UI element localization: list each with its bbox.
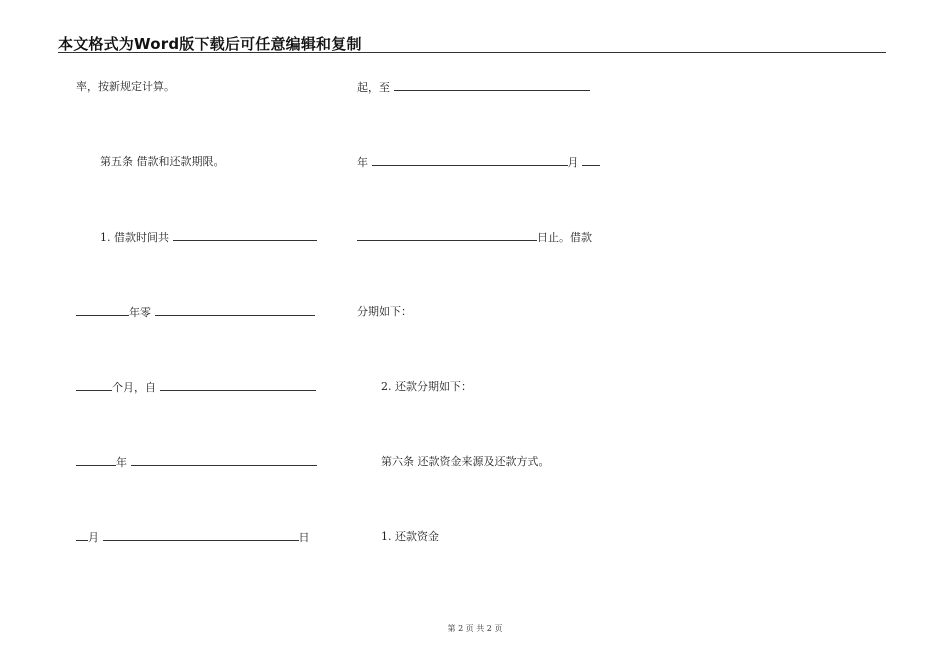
end-month-label: 月 — [567, 156, 579, 169]
header-divider — [58, 52, 886, 53]
repayment-installments-label: 2. 还款分期如下： — [381, 380, 472, 393]
start-day-label: 日 — [298, 531, 310, 544]
years-blank[interactable] — [76, 305, 129, 316]
end-day-blank[interactable] — [357, 230, 537, 241]
start-month-label: 月 — [88, 531, 99, 544]
end-date-blank[interactable] — [394, 80, 590, 91]
start-date-blank[interactable] — [160, 380, 316, 391]
right-line-1 — [357, 80, 590, 94]
left-line-1-text: 率，按新规定计算。 — [76, 80, 175, 93]
left-line-6 — [76, 455, 317, 469]
left-line-3 — [100, 230, 317, 244]
page-footer: 第 2 页 共 2 页 — [447, 624, 503, 633]
years-label: 年零 — [129, 306, 151, 319]
installment-label: 分期如下： — [357, 305, 412, 318]
left-line-7 — [76, 530, 310, 544]
end-year-label: 年 — [357, 156, 368, 169]
right-line-7 — [381, 530, 439, 544]
start-day-blank[interactable] — [103, 530, 299, 541]
months-label: 个月，自 — [112, 381, 156, 394]
right-line-2 — [357, 155, 600, 169]
article-5-heading: 第五条 借款和还款期限。 — [100, 155, 225, 168]
repayment-funds-label: 1. 还款资金 — [381, 530, 439, 543]
page-header-title: 本文格式为Word版下载后可任意编辑和复制 — [58, 35, 362, 53]
left-line-1 — [76, 80, 175, 94]
end-day-label: 日止。借款 — [537, 231, 592, 244]
right-line-6 — [381, 455, 550, 469]
loan-term-blank[interactable] — [173, 230, 317, 241]
left-line-2 — [100, 155, 225, 169]
end-month-blank[interactable] — [582, 155, 600, 166]
start-year-label: 年 — [116, 456, 127, 469]
start-year-blank[interactable] — [76, 455, 116, 466]
right-line-5 — [381, 380, 472, 394]
loan-term-label: 1. 借款时间共 — [100, 231, 169, 244]
left-line-5 — [76, 380, 316, 394]
left-line-4 — [76, 305, 315, 319]
months-blank[interactable] — [76, 380, 112, 391]
start-month-blank[interactable] — [131, 455, 317, 466]
until-label: 起，至 — [357, 81, 390, 94]
article-6-heading: 第六条 还款资金来源及还款方式。 — [381, 455, 550, 468]
right-line-3 — [357, 230, 592, 244]
end-year-blank[interactable] — [372, 155, 568, 166]
years-extra-blank[interactable] — [155, 305, 315, 316]
start-month-prefix-blank[interactable] — [76, 530, 88, 541]
right-line-4 — [357, 305, 412, 319]
